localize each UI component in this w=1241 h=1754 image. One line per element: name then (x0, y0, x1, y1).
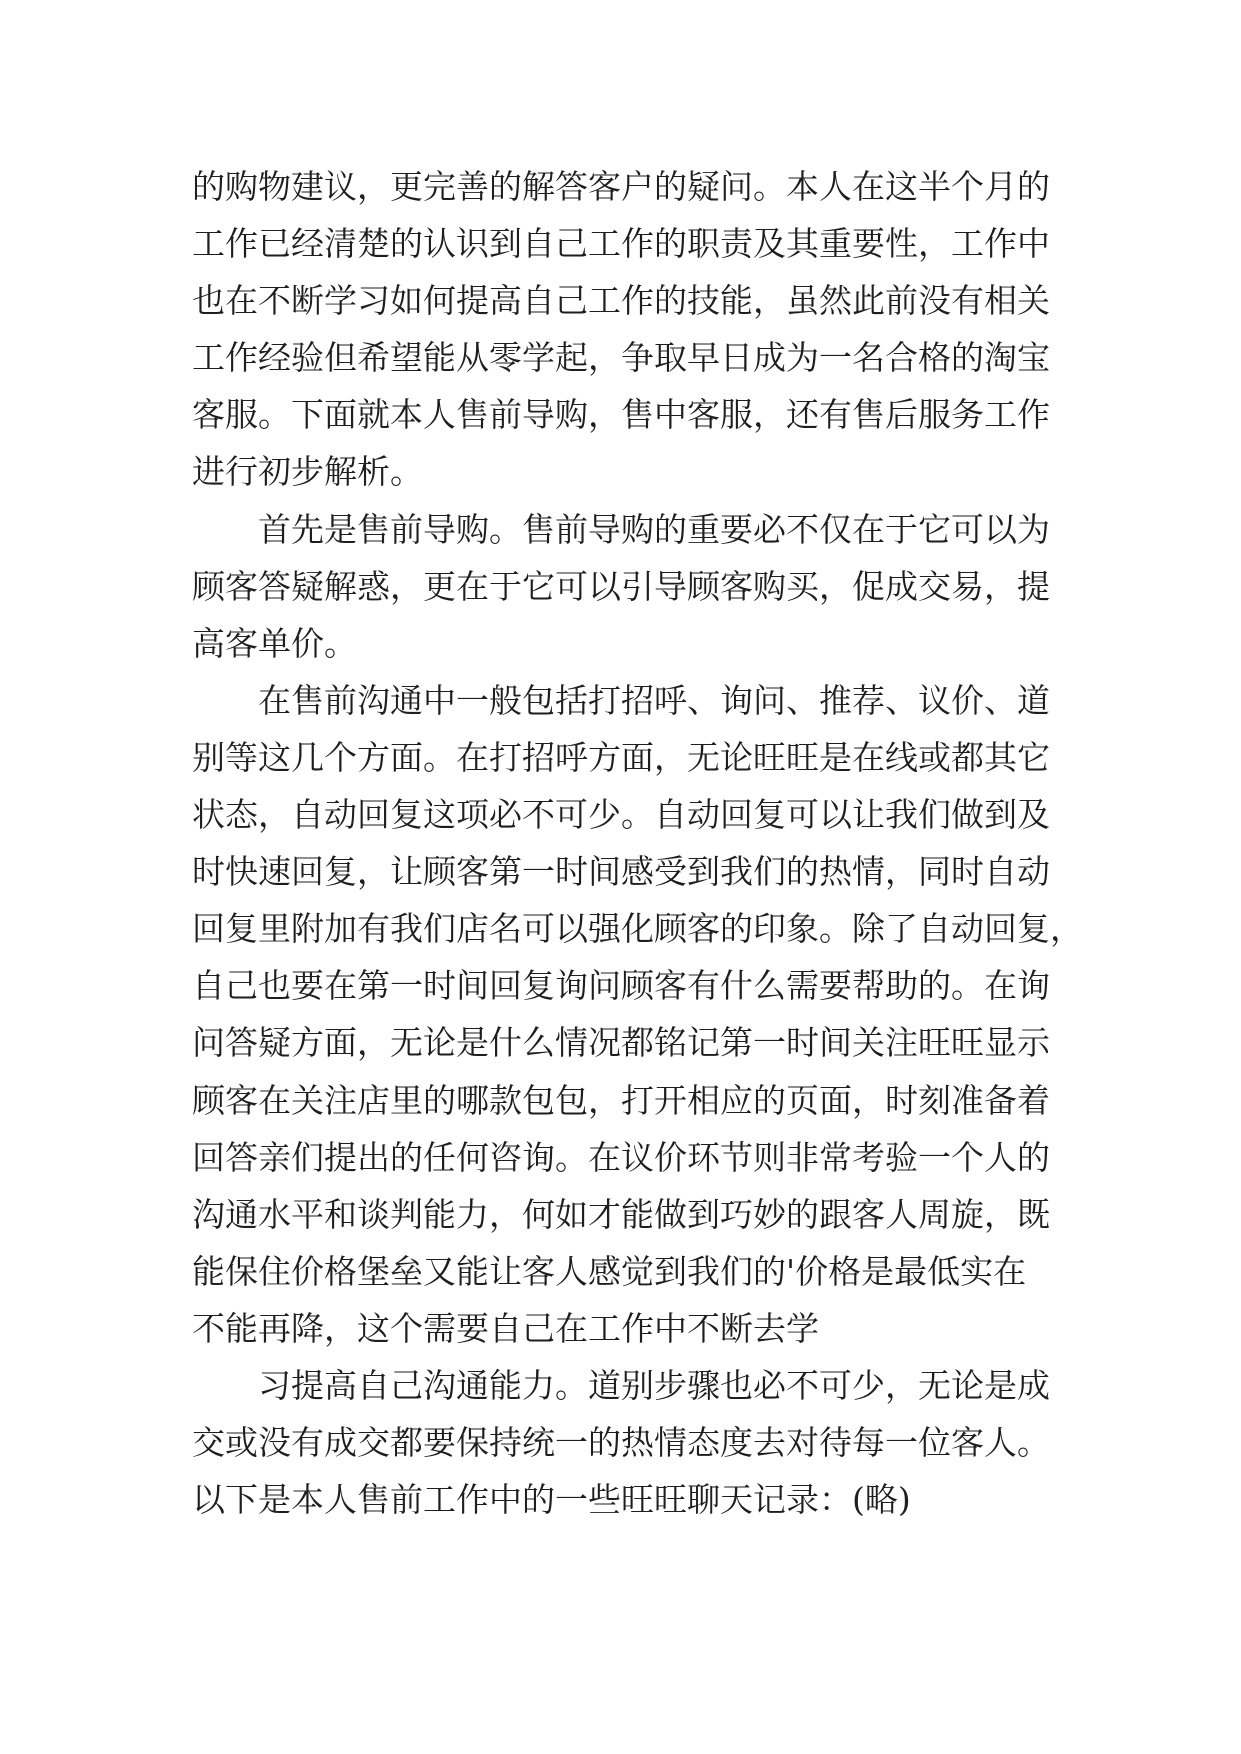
text-line-indented: 在售前沟通中一般包括打招呼、询问、推荐、议价、道 (258, 680, 1050, 720)
text-line: 工作已经清楚的认识到自己工作的职责及其重要性，工作中 (192, 224, 1050, 264)
text-line: 顾客在关注店里的哪款包包，打开相应的页面，时刻准备着 (192, 1080, 1050, 1120)
text-line: 自己也要在第一时间回复询问顾客有什么需要帮助的。在询 (192, 966, 1050, 1006)
paragraph (192, 1357, 1072, 1528)
paragraph (192, 158, 1072, 501)
text-line: 回答亲们提出的任何咨询。在议价环节则非常考验一个人的 (192, 1137, 1050, 1177)
text-line: 能保住价格堡垒又能让客人感觉到我们的'价格是最低实在 (192, 1251, 1027, 1291)
text-line: 交或没有成交都要保持统一的热情态度去对待每一位客人。 (192, 1423, 1050, 1463)
text-line: 别等这几个方面。在打招呼方面，无论旺旺是在线或都其它 (192, 737, 1050, 777)
text-line: 工作经验但希望能从零学起，争取早日成为一名合格的淘宝 (192, 338, 1050, 378)
body-text (192, 158, 1083, 1528)
text-line: 时快速回复，让顾客第一时间感受到我们的热情，同时自动 (192, 852, 1050, 892)
text-line: 沟通水平和谈判能力，何如才能做到巧妙的跟客人周旋，既 (192, 1194, 1050, 1234)
paragraph (192, 672, 1083, 1357)
text-line: 以下是本人售前工作中的一些旺旺聊天记录：(略) (192, 1480, 911, 1520)
text-line: 问答疑方面，无论是什么情况都铭记第一时间关注旺旺显示 (192, 1023, 1050, 1063)
text-line: 回复里附加有我们店名可以强化顾客的印象。除了自动回复， (192, 909, 1083, 949)
text-line: 客服。下面就本人售前导购，售中客服，还有售后服务工作 (192, 395, 1050, 435)
paragraph (192, 501, 1072, 672)
text-line: 状态，自动回复这项必不可少。自动回复可以让我们做到及 (192, 795, 1050, 835)
text-line-indented: 首先是售前导购。售前导购的重要必不仅在于它可以为 (258, 509, 1050, 549)
text-line: 顾客答疑解惑，更在于它可以引导顾客购买，促成交易，提 (192, 566, 1050, 606)
text-line: 也在不断学习如何提高自己工作的技能，虽然此前没有相关 (192, 281, 1050, 321)
text-line: 不能再降，这个需要自己在工作中不断去学 (192, 1308, 819, 1348)
text-line-indented: 习提高自己沟通能力。道别步骤也必不可少，无论是成 (258, 1365, 1050, 1405)
text-line: 的购物建议，更完善的解答客户的疑问。本人在这半个月的 (192, 167, 1050, 206)
text-line: 高客单价。 (192, 623, 357, 663)
text-line: 进行初步解析。 (192, 452, 423, 492)
